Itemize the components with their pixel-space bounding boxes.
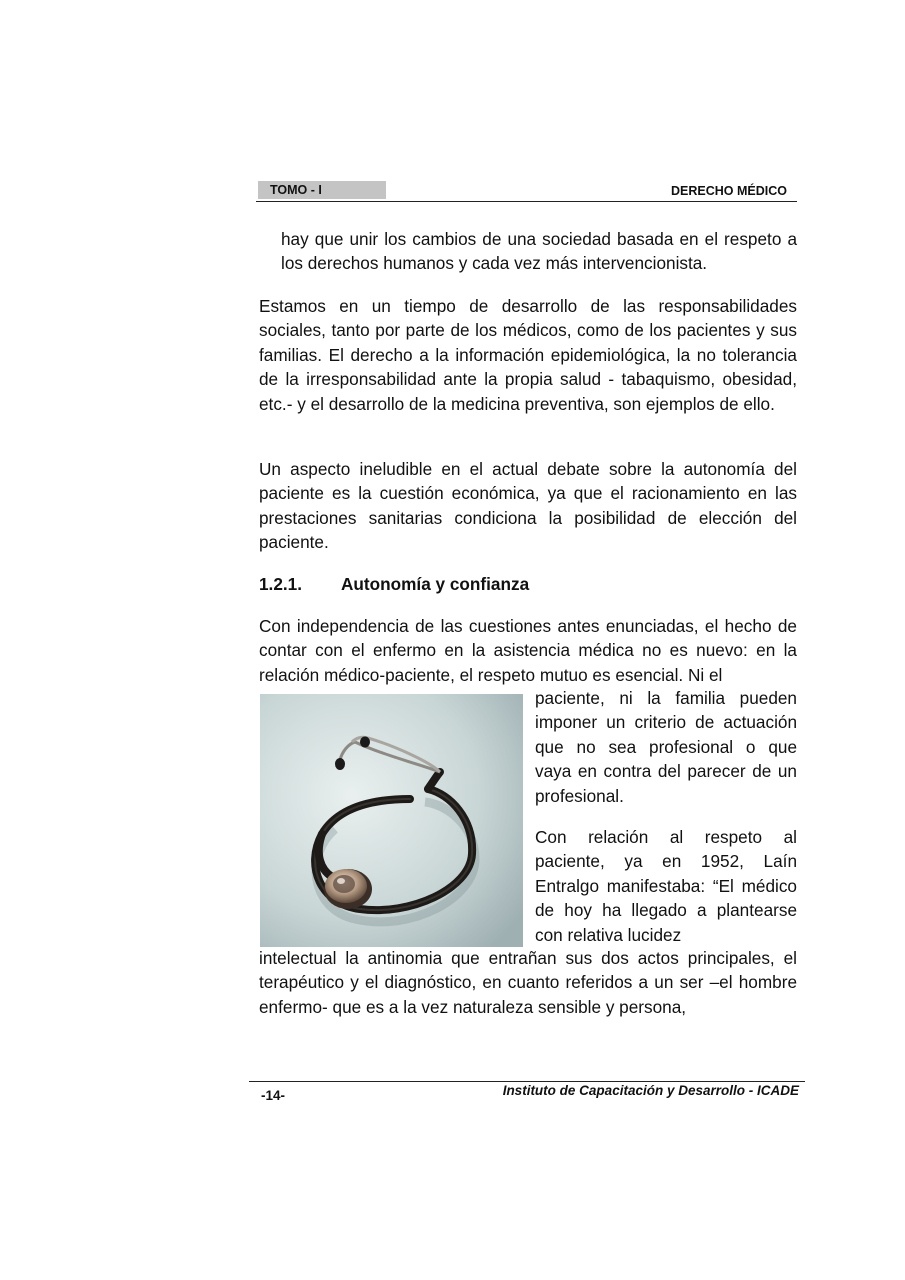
book-title: DERECHO MÉDICO [671,184,787,198]
quote-continuation: hay que unir los cambios de una sociedad basada en el respeto a los derechos humanos y cada vez más intervencionista. [281,229,797,274]
footer-institute: Instituto de Capacitación y Desarrollo - ICADE [502,1083,799,1098]
paragraph-lain-entralgo-wrap: Con relación al respeto al paciente, ya en 1952, Laín Entralgo manifestaba: “El médico de hoy ha llegado a plantearse con relativa lucidez [535,827,797,945]
section-title: Autonomía y confianza [341,574,530,594]
stethoscope-image [260,694,523,947]
volume-label: TOMO - I [258,181,386,199]
page-header [256,181,797,202]
paragraph-independence: Con independencia de las cuestiones antes enunciadas, el hecho de contar con el enfermo en la asistencia médica no es nuevo: en la relación médico-paciente, el respeto mutuo es esencial. Ni el [259,616,797,685]
footer-divider [249,1081,805,1082]
paragraph-independence-wrap: paciente, ni la familia pueden imponer un criterio de actuación que no sea profesional o que vaya en contra del parecer de un profesional. [535,688,797,806]
section-heading [259,572,529,596]
paragraph-responsibilities: Estamos en un tiempo de desarrollo de las responsabilidades sociales, tanto por parte de los médicos, como de los pacientes y sus familias. El derecho a la información epidemiológica, la no tolerancia de la irresponsabilidad ante la propia salud - tabaquismo, obesidad, etc.- y el desarrollo de la medicina preventiva, son ejemplos de ello. [259,296,797,414]
paragraph-economic: Un aspecto ineludible en el actual debate sobre la autonomía del paciente es la cuestión económica, ya que el racionamiento en las prestaciones sanitarias condiciona la posibilidad de elección del paciente. [259,459,797,553]
section-number: 1.2.1. [259,574,303,594]
page-number: -14- [261,1088,286,1103]
paragraph-lain-entralgo: intelectual la antinomia que entrañan sus dos actos principales, el terapéutico y el diagnóstico, en cuanto referidos a un ser –el hombre enfermo- que es a la vez naturaleza sensible y persona, [259,948,797,1017]
